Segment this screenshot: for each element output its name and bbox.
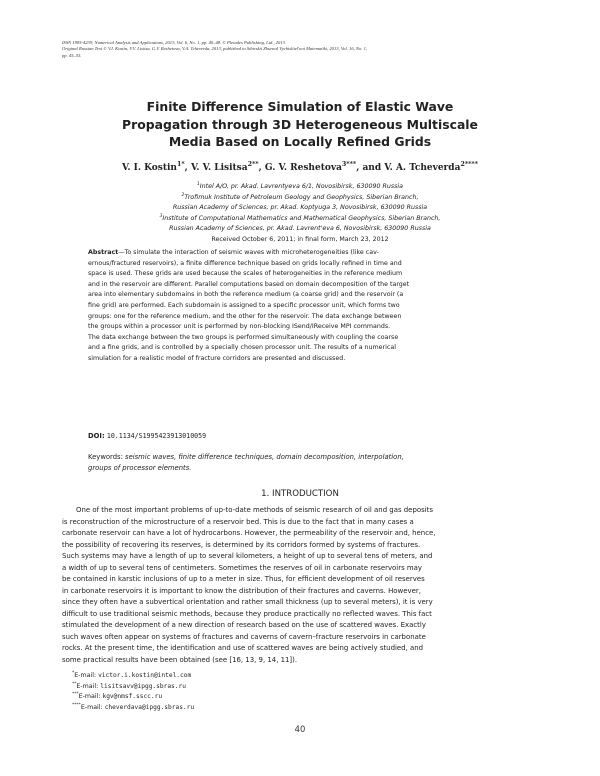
doi bbox=[88, 432, 206, 440]
email-link[interactable]: lisitsavv@ipgg.sbras.ru bbox=[100, 682, 186, 690]
body-line: a width of up to several tens of centimeters. Sometimes the reserves of oil in carbonate reservoirs may bbox=[62, 563, 423, 572]
keywords bbox=[88, 452, 506, 474]
body-line: Such systems may have a length of up to several kilometers, a height of up to several tens of meters, and bbox=[62, 552, 433, 560]
journal-header bbox=[62, 40, 552, 59]
abstract-line: groups: one for the reference medium, and the other for the reservoir. The data exchange between bbox=[88, 312, 402, 320]
footnote-label: E-mail: bbox=[76, 682, 101, 690]
author-list bbox=[62, 163, 538, 173]
header-line: ISSN 1995-4239, Numerical Analysis and Applications, 2013, Vol. 6, No. 1, pp. 40–48. © Pleiades Publishing, Ltd., 2013. bbox=[62, 40, 287, 45]
received-date: Received October 6, 2011; in final form, March 23, 2012 bbox=[211, 235, 389, 243]
keywords-text: seismic waves, finite difference techniques, domain decomposition, interpolation, bbox=[125, 453, 404, 461]
footnote-label: E-mail: bbox=[74, 672, 99, 679]
affiliation-mark: 2 bbox=[181, 192, 185, 198]
affiliation-line bbox=[62, 203, 538, 214]
author-separator: , bbox=[258, 163, 265, 173]
author-name: V. A. Tcheverda bbox=[384, 163, 461, 173]
abstract-text: —To simulate the interaction of seismic waves with microheterogeneities (like cav- bbox=[118, 249, 379, 256]
author-mark: 3*** bbox=[341, 161, 357, 168]
affiliations bbox=[62, 182, 538, 246]
abstract-line: and a fine grids, and is controlled by a specially chosen processor unit. The results of a numerical bbox=[88, 344, 396, 352]
keywords-line bbox=[88, 452, 506, 463]
author-mark: 1* bbox=[176, 161, 185, 168]
body-line: the possibility of recovering its reserves, is determined by its corridors formed by systems of fractures. bbox=[62, 540, 421, 549]
email-link[interactable]: victor.i.kostin@intel.com bbox=[98, 672, 192, 679]
email-link[interactable]: kgv@nmsf.sscc.ru bbox=[102, 693, 163, 701]
body-line: One of the most important problems of up-to-date methods of seismic research of oil and gas deposits bbox=[76, 506, 433, 514]
abstract-line: the groups within a processor unit is performed by non-blocking ISend/IReceive MPI commands. bbox=[88, 323, 391, 331]
header-line: Original Russian Text © V.I. Kostin, V.V. Lisitsa, G.V. Reshetova, V.A. Tcheverda, 2013, published in Sibirskii Zhurnal Vychislitel'noi Matematiki, 2013, Vol. 16, No. 1, bbox=[62, 46, 368, 52]
abstract-label: Abstract bbox=[88, 249, 119, 256]
abstract-line: ernous/fractured reservoirs), a finite difference technique based on grids locally refined in time and bbox=[88, 259, 402, 267]
author-mark: 2**** bbox=[460, 161, 478, 168]
affiliation-mark: 3 bbox=[159, 213, 163, 219]
abstract-line: and in the reservoir are different. Parallel computations based on domain decomposition of the target bbox=[88, 280, 410, 288]
body-line: is reconstruction of the microstructure of a reservoir bed. This is due to the fact that in many cases a bbox=[62, 517, 414, 526]
footnote-mark: ** bbox=[72, 681, 77, 687]
doi-link[interactable]: 10.1134/S1995423913010059 bbox=[106, 432, 207, 440]
title-line: Finite Difference Simulation of Elastic Wave bbox=[146, 99, 454, 114]
abstract-line: The data exchange between the two groups is performed simultaneously with coupling the coarse bbox=[88, 333, 399, 341]
body-line: in carbonate reservoirs it is important to know the distribution of their fractures and caverns. However, bbox=[62, 586, 421, 595]
author-separator: , bbox=[184, 163, 191, 173]
body-line: difficult to use traditional seismic methods, because they produce practically no reflected waves. This fact bbox=[62, 609, 432, 618]
affiliation-text: Institute of Computational Mathematics and Mathematical Geophysics, Siberian Branch, bbox=[162, 214, 441, 222]
abstract-line: simulation for a realistic model of fracture corridors are presented and discussed. bbox=[88, 354, 346, 362]
author-name: V. V. Lisitsa bbox=[190, 163, 248, 173]
abstract-line: area into elementary subdomains in both the reference medium (a coarse grid) and the reservoir (a bbox=[88, 291, 404, 299]
body-line: some practical results have been obtained (see [16, 13, 9, 14, 11]). bbox=[62, 655, 298, 664]
affiliation-text: Trofimuk Institute of Petroleum Geology and Geophysics, Siberian Branch, bbox=[184, 193, 419, 201]
keywords-line: groups of processor elements. bbox=[88, 464, 192, 472]
footnote bbox=[72, 692, 194, 703]
header-line: pp. 45–55. bbox=[62, 52, 82, 58]
section-heading: 1. INTRODUCTION bbox=[261, 489, 339, 499]
body-line: such waves often appear on systems of fractures and caverns of cavern–fracture reservoirs in carbonate bbox=[62, 632, 426, 641]
affiliation-text: Russian Academy of Sciences, pr. Akad. Lavrent'eva 6, Novosibirsk, 630090 Russia bbox=[169, 225, 431, 233]
footnote bbox=[72, 671, 194, 682]
footnote-mark: *** bbox=[72, 692, 79, 698]
affiliation-text: Russian Academy of Sciences, pr. Akad. Koptyuga 3, Novosibirsk, 630090 Russia bbox=[172, 204, 428, 212]
introduction-body bbox=[62, 505, 538, 666]
keywords-label: Keywords: bbox=[88, 453, 126, 461]
body-line: be contained in karstic inclusions of up to a meter in size. Thus, for efficient development of oil reserves bbox=[62, 575, 425, 583]
author-name: V. I. Kostin bbox=[122, 163, 177, 173]
body-line: rocks. At the present time, the identification and use of scattered waves are being actively studied, and bbox=[62, 644, 424, 652]
doi-label: DOI: bbox=[88, 432, 105, 440]
footnote bbox=[72, 682, 194, 693]
body-line: carbonate reservoir can have a lot of hydrocarbons. However, the permeability of the reservoir and, hence, bbox=[62, 529, 436, 537]
abstract-line: space is used. These grids are used because the scales of heterogeneities in the reference medium bbox=[88, 270, 403, 278]
affiliation-text: Intel A/O, pr. Akad. Lavrentyeva 6/1, Novosibirsk, 630090 Russia bbox=[199, 183, 404, 190]
footnote-mark: **** bbox=[72, 702, 81, 708]
paper-title bbox=[80, 98, 520, 151]
affiliation-line bbox=[62, 182, 538, 193]
title-line: Media Based on Locally Refined Grids bbox=[168, 134, 432, 149]
affiliation-line bbox=[62, 214, 538, 225]
body-line: since they often have a subvertical orientation and rather small thickness (up to several meters), it is very bbox=[62, 598, 433, 606]
title-line: Propagation through 3D Heterogeneous Multiscale bbox=[122, 116, 478, 132]
footnotes bbox=[72, 671, 194, 713]
footnote bbox=[72, 703, 194, 714]
abstract-line bbox=[88, 248, 506, 259]
body-line: stimulated the development of a new direction of research based on the use of scattered waves. Exactly bbox=[62, 621, 426, 629]
author-separator: , and bbox=[356, 163, 385, 173]
abstract-line: fine grid) are performed. Each subdomain is assigned to a specific processor unit, which forms two bbox=[88, 301, 400, 309]
author-mark: 2** bbox=[247, 161, 259, 168]
affiliation-line bbox=[62, 193, 538, 204]
author-name: G. V. Reshetova bbox=[264, 163, 342, 173]
footnote-mark: * bbox=[72, 670, 75, 676]
affiliation-mark: 1 bbox=[196, 181, 200, 187]
footnote-label: E-mail: bbox=[80, 703, 105, 711]
affiliation-line bbox=[62, 224, 538, 235]
page-number: 40 bbox=[294, 724, 306, 734]
email-link[interactable]: cheverdava@ipgg.sbras.ru bbox=[104, 703, 195, 711]
footnote-label: E-mail: bbox=[78, 693, 103, 701]
abstract bbox=[88, 248, 506, 365]
